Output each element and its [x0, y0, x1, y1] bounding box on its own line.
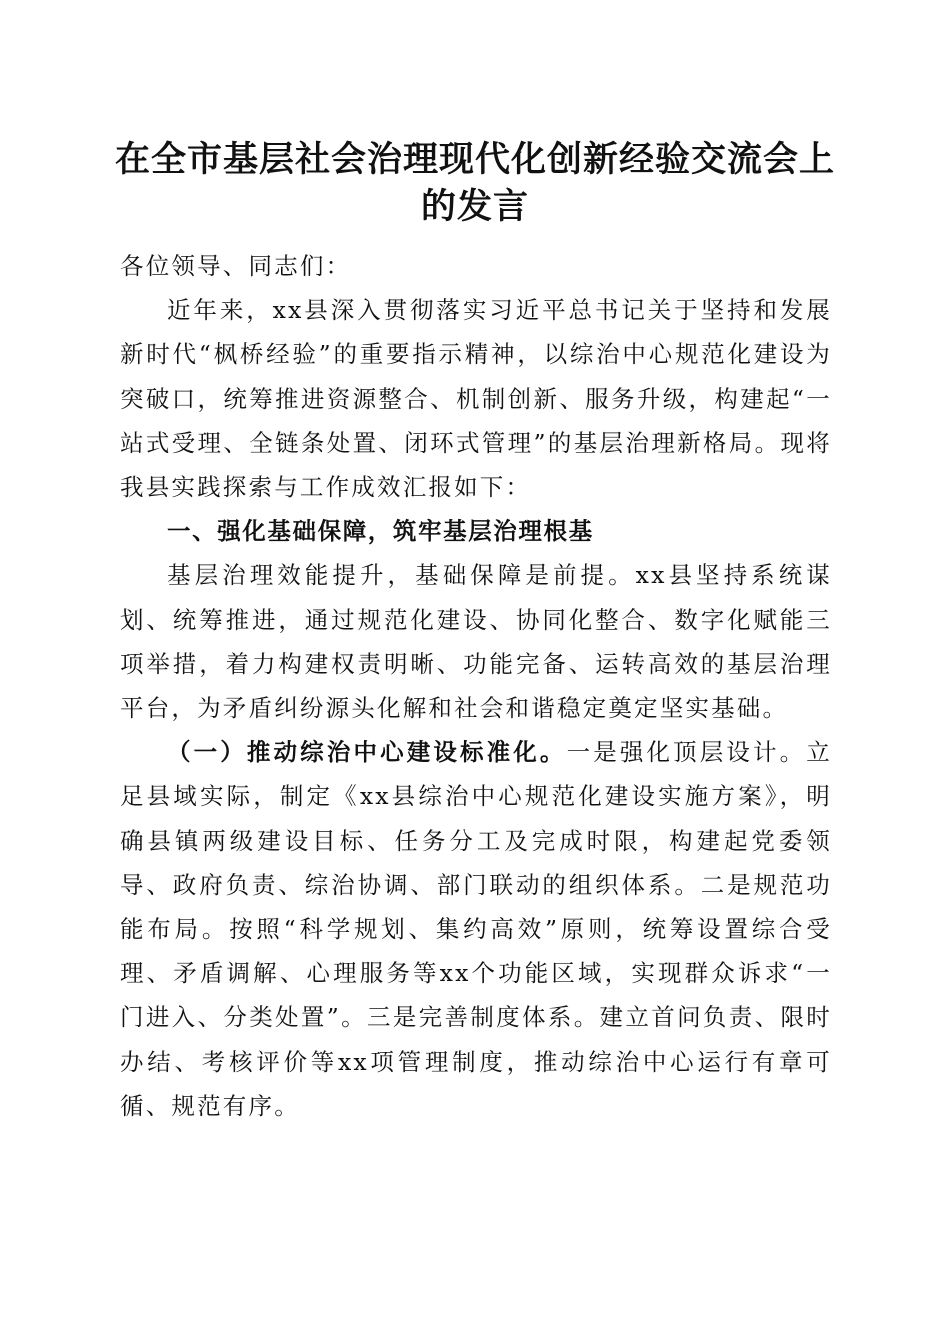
subsection-paragraph [120, 730, 832, 1128]
intro-paragraph: 近年来，xx县深入贯彻落实习近平总书记关于坚持和发展新时代“枫桥经验”的重要指示精神，以综治中心规范化建设为突破口，统筹推进资源整合、机制创新、服务升级，构建起“一站式受理、全链条处置、闭环式管理”的基层治理新格局。现将我县实践探索与工作成效汇报如下： [120, 296, 832, 502]
subsection-text: 一是强化顶层设计。立足县域实际，制定《xx县综治中心规范化建设实施方案》，明确县镇两级建设目标、任务分工及完成时限，构建起党委领导、政府负责、综治协调、部门联动的组织体系。二是规范功能布局。按照“科学规划、集约高效”原则，统筹设置综合受理、矛盾调解、心理服务等xx个功能区域，实现群众诉求“一门进入、分类处置”。三是完善制度体系。建立首问负责、限时办结、考核评价等xx项管理制度，推动综治中心运行有章可循、规范有序。 [120, 738, 832, 1120]
section-heading: 一、强化基础保障，筑牢基层治理根基 [167, 517, 594, 546]
document-title: 在全市基层社会治理现代化创新经验交流会上的发言 [114, 139, 835, 227]
section-paragraph: 基层治理效能提升，基础保障是前提。xx县坚持系统谋划、统筹推进，通过规范化建设、协同化整合、数字化赋能三项举措，着力构建权责明晰、功能完备、运转高效的基层治理平台，为矛盾纠纷源头化解和社会和谐稳定奠定坚实基础。 [120, 561, 832, 723]
document-body [120, 244, 832, 1128]
salutation: 各位领导、同志们： [120, 252, 352, 280]
subsection-lead: （一）推动综治中心建设标准化。 [167, 738, 567, 767]
